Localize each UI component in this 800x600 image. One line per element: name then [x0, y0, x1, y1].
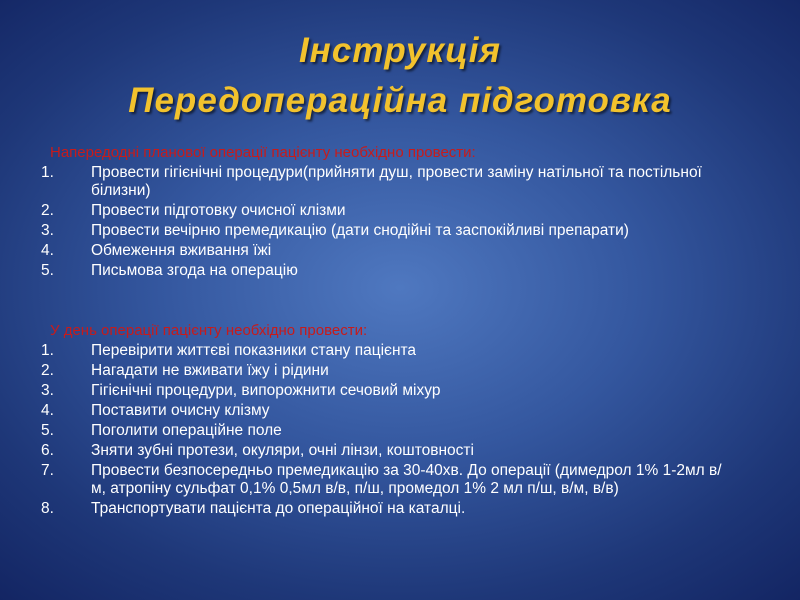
list-item-text: Поставити очисну клізму: [91, 402, 270, 419]
list-item: [0, 382, 731, 400]
slide-title-line-1: Інструкція: [298, 31, 502, 70]
list-item-text: Гігієнічні процедури, випорожнити сечовий міхур: [91, 382, 441, 399]
list-item: [0, 242, 731, 260]
list-item: [0, 500, 731, 518]
list-item: [0, 222, 731, 240]
list-item-text: Транспортувати пацієнта до операційної на каталці.: [91, 499, 466, 517]
list-item-number: 3.: [41, 382, 54, 399]
list-item: [0, 442, 731, 460]
list-item-number: 8.: [41, 499, 54, 517]
list-item-text: Зняти зубні протези, окуляри, очні лінзи, коштовності: [91, 442, 474, 459]
list-item-number: 1.: [41, 164, 54, 181]
list-item-text: Провести вечірню премедикацію (дати снодійні та заспокійливі препарати): [91, 221, 629, 239]
list-item-number: 3.: [41, 221, 54, 239]
list-item-number: 4.: [41, 402, 54, 419]
list-item: [0, 422, 731, 440]
section-heading-day-before: Напередодні планової операції пацієнту необхідно провести:: [50, 144, 476, 161]
list-item: [0, 202, 731, 220]
list-item: [0, 462, 731, 497]
list-item-number: 5.: [41, 422, 54, 439]
section-heading-day-of-surgery: У день операції пацієнту необхідно провести:: [50, 322, 368, 339]
list-day-of-surgery: [0, 342, 731, 520]
list-item-number: 2.: [41, 201, 54, 219]
list-item-text: Провести безпосередньо премедикацію за 30-40хв. До операції (димедрол 1% 1-2мл в/м, атропіну сульфат 0,1% 0,5мл в/в, п/ш, промедол 1% 2 мл п/ш, в/м, в/в): [91, 462, 722, 497]
list-item-number: 7.: [41, 462, 54, 479]
list-item-number: 5.: [41, 261, 54, 279]
list-item-number: 6.: [41, 442, 54, 459]
list-item: [0, 262, 731, 280]
list-item: [0, 402, 731, 420]
list-item-number: 2.: [41, 362, 54, 379]
list-item-text: Письмова згода на операцію: [91, 261, 298, 279]
list-item: [0, 362, 731, 380]
list-item-number: 1.: [41, 342, 54, 359]
list-item-number: 4.: [41, 241, 54, 259]
list-item: [0, 164, 731, 199]
list-item-text: Перевірити життєві показники стану пацієнта: [91, 342, 417, 359]
list-item-text: Нагадати не вживати їжу і рідини: [91, 362, 329, 379]
slide-title-line-2: Передопераційна підготовка: [128, 81, 672, 120]
list-item-text: Обмеження вживання їжі: [91, 241, 272, 259]
list-item-text: Поголити операційне поле: [91, 422, 282, 439]
list-day-before: [0, 164, 731, 282]
list-item-text: Провести підготовку очисної клізми: [91, 201, 346, 219]
list-item: [0, 342, 731, 360]
list-item-text: Провести гігієнічні процедури(прийняти душ, провести заміну натільної та постільної білизни): [91, 164, 702, 199]
